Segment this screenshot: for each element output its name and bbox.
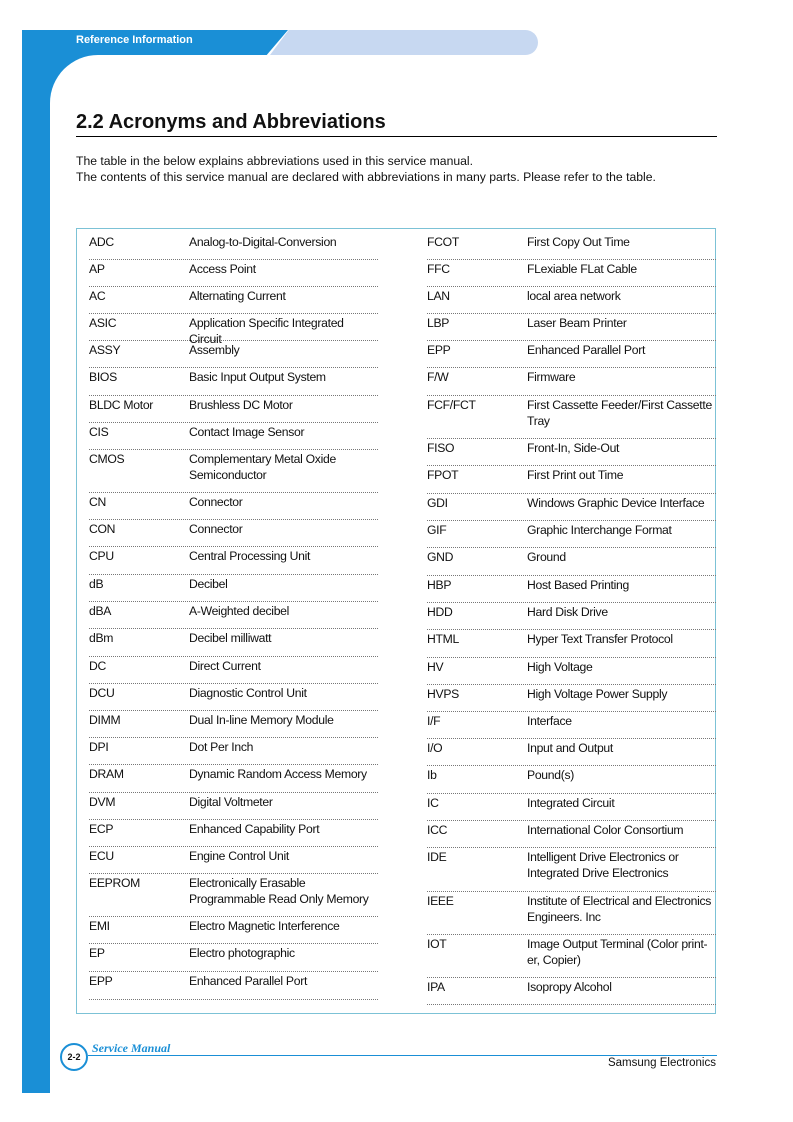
abbreviation-term: F/W [427,370,449,384]
abbreviation-term: GIF [427,523,447,537]
table-row [427,658,716,685]
abbreviation-definition: Input and Output [527,741,613,755]
abbreviation-term: CPU [89,549,114,563]
abbreviation-term: I/O [427,741,443,755]
abbreviation-definition: Hyper Text Transfer Protocol [527,632,673,646]
page-number-badge: 2-2 [60,1043,88,1071]
table-row [427,685,716,712]
table-row [427,368,716,396]
abbreviation-term: AP [89,262,105,276]
abbreviation-definition: First Copy Out Time [527,235,630,249]
abbreviation-definition: Alternating Current [189,289,286,303]
table-row [89,629,378,657]
table-row [427,548,716,576]
abbreviation-term: DPI [89,740,109,754]
abbreviation-definition: Interface [527,714,572,728]
table-row [427,739,716,766]
abbreviation-definition: Access Point [189,262,256,276]
table-row [427,466,716,494]
abbreviation-term: FISO [427,441,455,455]
abbreviation-definition: Basic Input Output System [189,370,326,384]
abbreviation-term: ASIC [89,316,117,330]
abbreviation-definition: Firmware [527,370,576,384]
abbreviation-definition: Intelligent Drive Electronics or Integrated Drive Electronics [527,850,679,880]
abbreviation-definition: Electronically Erasable Programmable Read Only Memory [189,876,369,906]
abbreviation-term: FCOT [427,235,459,249]
abbreviation-term: LAN [427,289,450,303]
abbreviation-term: DC [89,659,107,673]
abbreviation-definition: Contact Image Sensor [189,425,305,439]
abbreviation-term: IC [427,796,439,810]
table-row [427,766,716,794]
abbreviation-definition: Enhanced Parallel Port [189,974,308,988]
abbreviation-term: EMI [89,919,110,933]
table-row [89,847,378,874]
table-row [89,314,378,346]
intro-text [76,153,716,185]
abbreviation-term: HVPS [427,687,459,701]
abbreviation-term: LBP [427,316,450,330]
abbreviation-definition: Connector [189,522,243,536]
abbreviation-term: HBP [427,578,452,592]
table-row [427,287,716,314]
table-row [427,260,716,287]
abbreviation-term: CIS [89,425,109,439]
table-row [89,602,378,629]
table-row [427,341,716,368]
abbreviation-term: CN [89,495,107,509]
abbreviation-term: ASSY [89,343,121,357]
abbreviation-term: GND [427,550,454,564]
abbreviation-term: DRAM [89,767,124,781]
footer-divider [88,1055,717,1056]
abbreviation-definition: Direct Current [189,659,261,673]
table-row [89,260,378,287]
table-row [89,765,378,793]
abbreviation-definition: Front-In, Side-Out [527,441,620,455]
table-row [89,657,378,684]
abbreviation-term: GDI [427,496,448,510]
abbreviation-term: DCU [89,686,115,700]
table-row [89,450,378,493]
abbreviation-definition: Central Processing Unit [189,549,311,563]
abbreviation-definition: Decibel milliwatt [189,631,272,645]
company-name: Samsung Electronics [607,1057,716,1069]
abbreviation-term: CON [89,522,116,536]
abbreviation-definition: Dot Per Inch [189,740,254,754]
abbreviation-term: HDD [427,605,453,619]
table-row [427,848,716,892]
abbreviation-definition: Pound(s) [527,768,575,782]
table-row [89,793,378,820]
abbreviation-term: IOT [427,937,447,951]
table-row [427,439,716,466]
abbreviation-term: FPOT [427,468,459,482]
abbreviation-definition: Brushless DC Motor [189,398,293,412]
table-row [89,575,378,602]
table-row [427,821,716,848]
abbreviation-definition: Electro Magnetic Interference [189,919,340,933]
abbreviation-definition: Electro photographic [189,946,295,960]
abbreviation-definition: Digital Voltmeter [189,795,273,809]
abbreviation-term: BIOS [89,370,117,384]
abbreviation-definition: First Cassette Feeder/First Cassette Tray [527,398,712,428]
table-row [89,287,378,314]
table-row [89,341,378,368]
abbreviation-definition: Laser Beam Printer [527,316,627,330]
abbreviation-term: FCF/FCT [427,398,476,412]
abbreviation-definition: High Voltage [527,660,593,674]
table-column-left [89,233,378,1000]
intro-line-2: The contents of this service manual are declared with abbreviations in many parts. Please refer to the table. [76,170,656,184]
abbreviation-definition: Decibel [189,577,228,591]
table-row [427,314,716,341]
section-label: Reference Information [76,34,193,46]
table-row [89,423,378,450]
table-column-right [427,233,716,1005]
table-row [89,738,378,765]
abbreviation-term: CMOS [89,452,125,466]
abbreviation-definition: Diagnostic Control Unit [189,686,307,700]
abbreviation-term: BLDC Motor [89,398,154,412]
abbreviation-definition: Application Specific Integrated Circuit [189,316,344,346]
table-row [89,944,378,972]
abbreviation-term: AC [89,289,106,303]
abbreviation-definition: Enhanced Capability Port [189,822,320,836]
abbreviation-definition: Host Based Printing [527,578,630,592]
table-row [427,712,716,739]
abbreviation-definition: A-Weighted decibel [189,604,290,618]
abbreviation-term: IEEE [427,894,454,908]
table-row [89,874,378,917]
abbreviation-definition: Hard Disk Drive [527,605,608,619]
abbreviation-term: EPP [89,974,113,988]
abbreviation-term: HV [427,660,444,674]
abbreviation-term: EPP [427,343,451,357]
abbreviation-definition: Isopropy Alcohol [527,980,612,994]
abbreviation-term: ECP [89,822,114,836]
abbreviation-definition: Ground [527,550,566,564]
table-row [89,368,378,396]
table-row [427,576,716,603]
table-row [427,603,716,630]
manual-label: Service Manual [92,1041,171,1055]
table-row [89,820,378,847]
abbreviation-definition: Engine Control Unit [189,849,289,863]
intro-line-1: The table in the below explains abbreviations used in this service manual. [76,154,473,168]
abbreviation-term: ADC [89,235,114,249]
table-row [427,794,716,821]
abbreviation-definition: Graphic Interchange Format [527,523,672,537]
abbreviation-definition: Connector [189,495,243,509]
abbreviation-definition: High Voltage Power Supply [527,687,668,701]
table-row [89,547,378,575]
table-row [89,233,378,260]
abbreviation-term: dBm [89,631,114,645]
side-accent-bar [22,30,50,1093]
table-row [89,396,378,423]
abbreviation-term: HTML [427,632,459,646]
abbreviation-definition: First Print out Time [527,468,624,482]
abbreviation-term: Ib [427,768,437,782]
abbreviation-definition: FLexiable FLat Cable [527,262,637,276]
table-row [89,684,378,711]
abbreviation-definition: Dual In-line Memory Module [189,713,334,727]
abbreviation-term: dBA [89,604,112,618]
abbreviation-term: I/F [427,714,441,728]
table-row [89,917,378,944]
table-row [89,972,378,1000]
abbreviation-definition: Enhanced Parallel Port [527,343,646,357]
abbreviation-term: FFC [427,262,450,276]
table-row [427,892,716,935]
abbreviation-definition: Image Output Terminal (Color print- er, Copier) [527,937,708,967]
abbreviation-term: EP [89,946,105,960]
table-row [89,493,378,520]
table-row [89,520,378,547]
table-row [427,494,716,521]
table-row [427,233,716,260]
table-row [427,978,716,1005]
abbreviation-definition: Complementary Metal Oxide Semiconductor [189,452,336,482]
abbreviation-definition: Institute of Electrical and Electronics Engineers. Inc [527,894,712,924]
abbreviation-definition: International Color Consortium [527,823,684,837]
table-row [427,521,716,548]
abbreviation-term: dB [89,577,104,591]
abbreviation-term: ICC [427,823,448,837]
table-row [427,396,716,439]
abbreviation-term: DIMM [89,713,121,727]
table-row [427,935,716,978]
abbreviation-definition: Integrated Circuit [527,796,615,810]
abbreviation-definition: Windows Graphic Device Interface [527,496,705,510]
abbreviation-term: IPA [427,980,445,994]
abbreviation-definition: local area network [527,289,621,303]
abbreviation-term: ECU [89,849,114,863]
abbreviation-definition: Analog-to-Digital-Conversion [189,235,337,249]
abbreviation-term: DVM [89,795,116,809]
page-title: 2.2 Acronyms and Abbreviations [76,111,717,137]
table-row [427,630,716,658]
abbreviation-definition: Dynamic Random Access Memory [189,767,367,781]
abbreviation-term: IDE [427,850,447,864]
header-band-light [270,30,538,55]
abbreviation-term: EEPROM [89,876,141,890]
abbreviation-definition: Assembly [189,343,240,357]
table-row [89,711,378,738]
